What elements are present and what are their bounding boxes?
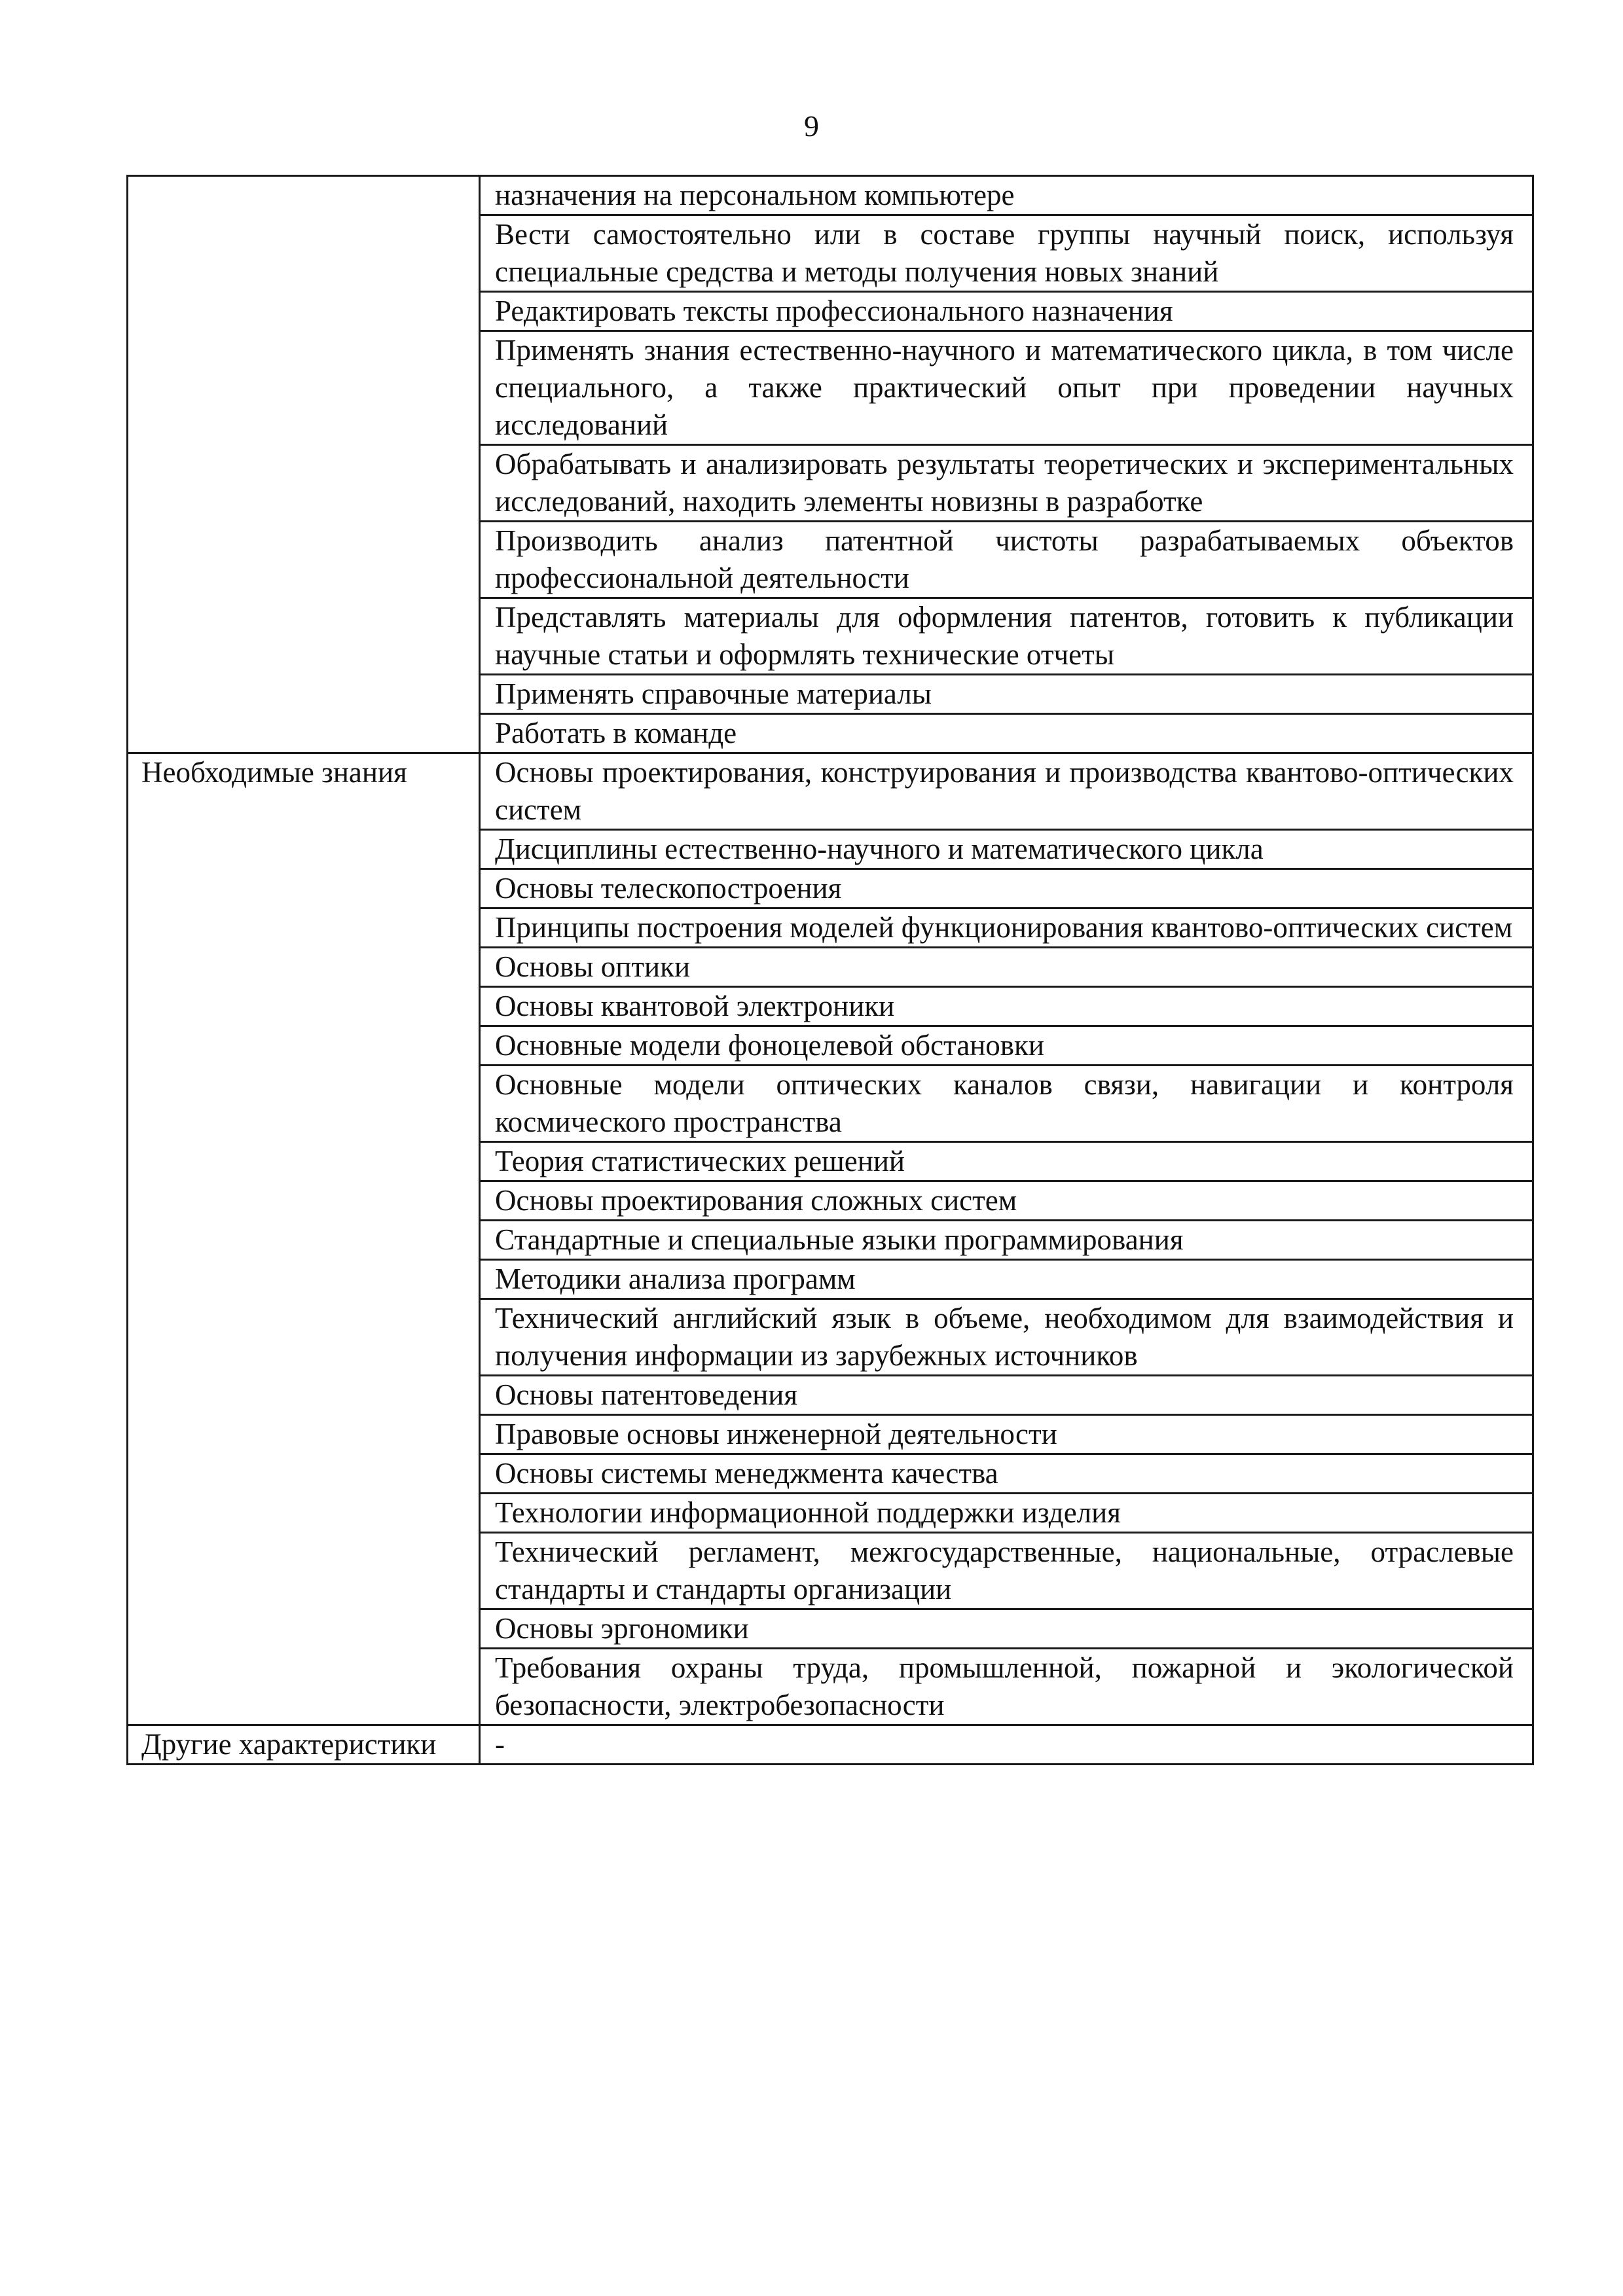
knowledge-item: Основы оптики (480, 948, 1533, 987)
knowledge-item: Основы патентоведения (480, 1376, 1533, 1415)
knowledge-item: Стандартные и специальные языки программирования (480, 1221, 1533, 1260)
page-number: 9 (804, 109, 819, 143)
knowledge-item: Основы системы менеджмента качества (480, 1454, 1533, 1494)
skill-item: Редактировать тексты профессионального назначения (480, 292, 1533, 331)
table-row (128, 1725, 1533, 1765)
knowledge-item: Основы проектирования сложных систем (480, 1181, 1533, 1221)
knowledge-item: Требования охраны труда, промышленной, пожарной и экологической безопасности, электробезопасности (480, 1649, 1533, 1725)
knowledge-item: Дисциплины естественно-научного и математического цикла (480, 830, 1533, 869)
knowledge-label-cell: Необходимые знания (128, 753, 480, 1725)
requirements-table (126, 175, 1534, 1765)
knowledge-item: Основы квантовой электроники (480, 987, 1533, 1026)
skill-item: Представлять материалы для оформления патентов, готовить к публикации научные статьи и оформлять технические отчеты (480, 598, 1533, 675)
knowledge-item: Технический регламент, межгосударственные, национальные, отраслевые стандарты и стандарты организации (480, 1533, 1533, 1609)
knowledge-item: Методики анализа программ (480, 1260, 1533, 1299)
knowledge-item: Технологии информационной поддержки изделия (480, 1494, 1533, 1533)
table-row (128, 753, 1533, 830)
skills-label-cell (128, 176, 480, 753)
skill-item: назначения на персональном компьютере (480, 176, 1533, 215)
skill-item: Применять справочные материалы (480, 675, 1533, 714)
skill-item: Обрабатывать и анализировать результаты теоретических и экспериментальных исследований, находить элементы новизны в разработке (480, 445, 1533, 522)
knowledge-item: Основы проектирования, конструирования и производства квантово-оптических систем (480, 753, 1533, 830)
skill-item: Применять знания естественно-научного и математического цикла, в том числе специального, а также практический опыт при проведении научных исследований (480, 331, 1533, 445)
knowledge-item: Основные модели фоноцелевой обстановки (480, 1026, 1533, 1066)
knowledge-item: Основы эргономики (480, 1609, 1533, 1649)
knowledge-item: Принципы построения моделей функционирования квантово-оптических систем (480, 908, 1533, 948)
knowledge-item: Технический английский язык в объеме, необходимом для взаимодействия и получения информации из зарубежных источников (480, 1299, 1533, 1376)
skill-item: Производить анализ патентной чистоты разрабатываемых объектов профессиональной деятельности (480, 522, 1533, 598)
skill-item: Вести самостоятельно или в составе группы научный поиск, используя специальные средства и методы получения новых знаний (480, 215, 1533, 292)
knowledge-item: Теория статистических решений (480, 1142, 1533, 1181)
other-label-cell: Другие характеристики (128, 1725, 480, 1765)
other-value: - (480, 1725, 1533, 1765)
table-row (128, 176, 1533, 215)
knowledge-item: Правовые основы инженерной деятельности (480, 1415, 1533, 1454)
knowledge-item: Основные модели оптических каналов связи, навигации и контроля космического пространства (480, 1066, 1533, 1142)
knowledge-item: Основы телескопостроения (480, 869, 1533, 908)
skill-item: Работать в команде (480, 714, 1533, 753)
